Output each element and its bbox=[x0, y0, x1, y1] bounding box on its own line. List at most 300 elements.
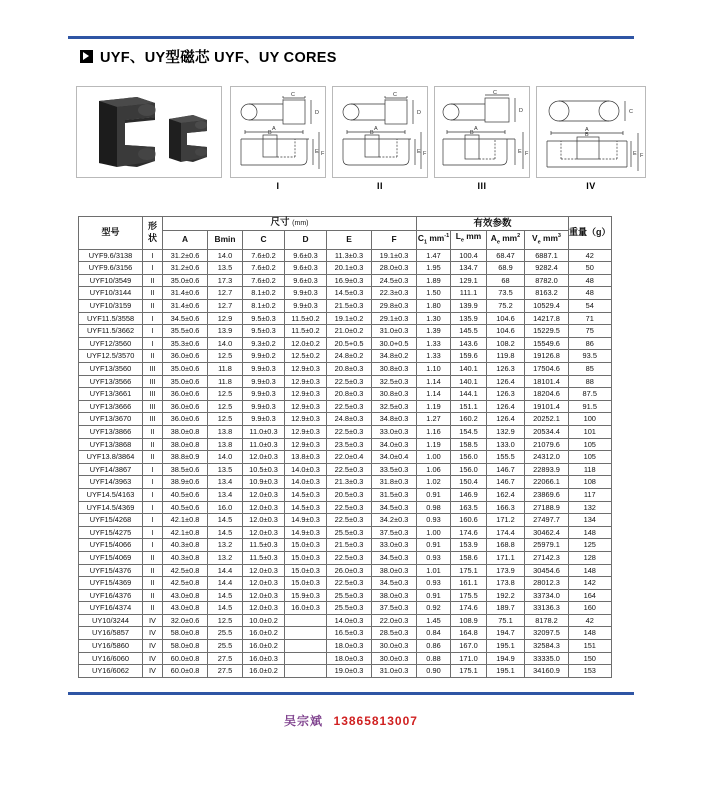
shape-cell: I bbox=[143, 262, 163, 275]
d-cell: 9.9±0.3 bbox=[285, 300, 327, 313]
shape-cell: I bbox=[143, 526, 163, 539]
ae-cell: 104.6 bbox=[487, 312, 525, 325]
weight-cell: 75 bbox=[569, 325, 612, 338]
le-cell: 108.9 bbox=[451, 614, 487, 627]
table-row bbox=[79, 488, 612, 501]
ve-cell: 34160.9 bbox=[525, 665, 569, 678]
model-cell: UYF13/3560 bbox=[79, 363, 143, 376]
col-header-dimensions-group bbox=[163, 217, 417, 231]
ve-cell: 14217.8 bbox=[525, 312, 569, 325]
f-cell: 34.8±0.2 bbox=[372, 350, 417, 363]
f-cell: 28.0±0.3 bbox=[372, 262, 417, 275]
le-cell: 139.9 bbox=[451, 300, 487, 313]
weight-cell: 50 bbox=[569, 262, 612, 275]
e-cell: 21.5±0.3 bbox=[327, 300, 372, 313]
ve-cell: 25979.1 bbox=[525, 539, 569, 552]
table-row bbox=[79, 413, 612, 426]
ae-cell: 171.1 bbox=[487, 551, 525, 564]
weight-cell: 105 bbox=[569, 451, 612, 464]
figure-type-1 bbox=[230, 86, 326, 191]
bmin-cell: 12.9 bbox=[208, 312, 243, 325]
bmin-cell: 13.2 bbox=[208, 551, 243, 564]
d-cell: 14.5±0.3 bbox=[285, 488, 327, 501]
c-cell: 12.0±0.3 bbox=[243, 577, 285, 590]
col-header-ae: $A_e$ $mm^2$ bbox=[487, 230, 525, 249]
a-cell: 34.5±0.6 bbox=[163, 312, 208, 325]
shape-cell: IV bbox=[143, 614, 163, 627]
ae-cell: 174.4 bbox=[487, 526, 525, 539]
core-photo-frame bbox=[76, 86, 222, 178]
bmin-cell: 11.8 bbox=[208, 375, 243, 388]
ae-cell: 75.1 bbox=[487, 614, 525, 627]
shape-cell: III bbox=[143, 363, 163, 376]
c1-cell: 0.92 bbox=[417, 602, 451, 615]
shape-cell: II bbox=[143, 551, 163, 564]
table-row bbox=[79, 312, 612, 325]
a-cell: 36.0±0.6 bbox=[163, 388, 208, 401]
ae-cell: 119.8 bbox=[487, 350, 525, 363]
c-cell: 9.9±0.3 bbox=[243, 363, 285, 376]
e-cell: 19.1±0.2 bbox=[327, 312, 372, 325]
svg-text:A: A bbox=[474, 126, 478, 132]
figure-caption-1: I bbox=[276, 181, 280, 191]
svg-text:F: F bbox=[321, 151, 325, 157]
f-cell: 22.0±0.3 bbox=[372, 614, 417, 627]
e-cell: 18.0±0.3 bbox=[327, 652, 372, 665]
f-cell: 32.5±0.3 bbox=[372, 400, 417, 413]
ve-cell: 18101.4 bbox=[525, 375, 569, 388]
c1-cell: 1.10 bbox=[417, 363, 451, 376]
table-body bbox=[79, 249, 612, 677]
a-cell: 36.0±0.6 bbox=[163, 413, 208, 426]
le-cell: 156.0 bbox=[451, 451, 487, 464]
f-cell: 19.1±0.3 bbox=[372, 249, 417, 262]
weight-cell: 108 bbox=[569, 476, 612, 489]
c1-cell: 1.19 bbox=[417, 400, 451, 413]
weight-cell: 88 bbox=[569, 375, 612, 388]
c-cell: 9.9±0.3 bbox=[243, 413, 285, 426]
model-cell: UYF13.8/3864 bbox=[79, 451, 143, 464]
weight-cell: 85 bbox=[569, 363, 612, 376]
c-cell: 12.0±0.3 bbox=[243, 451, 285, 464]
weight-cell: 128 bbox=[569, 551, 612, 564]
f-cell: 28.5±0.3 bbox=[372, 627, 417, 640]
c1-cell: 1.33 bbox=[417, 350, 451, 363]
shape-cell: I bbox=[143, 337, 163, 350]
figure-type-3 bbox=[434, 86, 530, 191]
a-cell: 36.0±0.6 bbox=[163, 350, 208, 363]
shape-cell: III bbox=[143, 413, 163, 426]
c-cell: 11.0±0.3 bbox=[243, 425, 285, 438]
d-cell bbox=[285, 627, 327, 640]
ae-cell: 73.5 bbox=[487, 287, 525, 300]
c1-cell: 1.27 bbox=[417, 413, 451, 426]
c-cell: 11.0±0.3 bbox=[243, 438, 285, 451]
model-cell: UYF10/3549 bbox=[79, 274, 143, 287]
e-cell: 25.5±0.3 bbox=[327, 526, 372, 539]
c-cell: 9.3±0.2 bbox=[243, 337, 285, 350]
weight-cell: 142 bbox=[569, 577, 612, 590]
bmin-cell: 27.5 bbox=[208, 665, 243, 678]
c-cell: 9.5±0.3 bbox=[243, 325, 285, 338]
c1-cell: 0.84 bbox=[417, 627, 451, 640]
c1-cell: 1.95 bbox=[417, 262, 451, 275]
e-cell: 24.8±0.2 bbox=[327, 350, 372, 363]
table-row bbox=[79, 425, 612, 438]
ae-cell: 168.8 bbox=[487, 539, 525, 552]
bmin-cell: 12.5 bbox=[208, 614, 243, 627]
e-cell: 22.5±0.3 bbox=[327, 375, 372, 388]
a-cell: 35.0±0.6 bbox=[163, 274, 208, 287]
model-cell: UYF13/3868 bbox=[79, 438, 143, 451]
table-row bbox=[79, 602, 612, 615]
bmin-cell: 14.5 bbox=[208, 526, 243, 539]
ve-cell: 21079.6 bbox=[525, 438, 569, 451]
a-cell: 36.0±0.6 bbox=[163, 400, 208, 413]
ve-cell: 8163.2 bbox=[525, 287, 569, 300]
model-cell: UYF12.5/3570 bbox=[79, 350, 143, 363]
e-cell: 22.0±0.4 bbox=[327, 451, 372, 464]
f-cell: 33.0±0.3 bbox=[372, 425, 417, 438]
model-cell: UYF9.6/3156 bbox=[79, 262, 143, 275]
d-cell: 15.0±0.3 bbox=[285, 551, 327, 564]
f-cell: 31.5±0.3 bbox=[372, 488, 417, 501]
model-cell: UYF16/4374 bbox=[79, 602, 143, 615]
shape-cell: II bbox=[143, 300, 163, 313]
page-title bbox=[80, 46, 337, 67]
c1-cell: 0.91 bbox=[417, 589, 451, 602]
bmin-cell: 25.5 bbox=[208, 640, 243, 653]
model-cell: UY16/5857 bbox=[79, 627, 143, 640]
a-cell: 38.5±0.6 bbox=[163, 463, 208, 476]
svg-text:E: E bbox=[315, 149, 319, 155]
shape-cell: II bbox=[143, 577, 163, 590]
specification-table bbox=[78, 216, 612, 678]
d-cell: 11.5±0.2 bbox=[285, 325, 327, 338]
col-header-a: A bbox=[163, 230, 208, 249]
ae-cell: 68 bbox=[487, 274, 525, 287]
le-cell: 171.0 bbox=[451, 652, 487, 665]
table-row bbox=[79, 375, 612, 388]
table-row bbox=[79, 274, 612, 287]
model-cell: UYF14.5/4369 bbox=[79, 501, 143, 514]
weight-cell: 42 bbox=[569, 614, 612, 627]
c1-cell: 1.02 bbox=[417, 476, 451, 489]
a-cell: 38.0±0.8 bbox=[163, 425, 208, 438]
ve-cell: 23869.6 bbox=[525, 488, 569, 501]
weight-cell: 101 bbox=[569, 425, 612, 438]
le-cell: 174.6 bbox=[451, 602, 487, 615]
f-cell: 30.8±0.3 bbox=[372, 363, 417, 376]
ae-cell: 194.9 bbox=[487, 652, 525, 665]
shape-cell: I bbox=[143, 514, 163, 527]
bmin-cell: 16.0 bbox=[208, 501, 243, 514]
shape-cell: II bbox=[143, 425, 163, 438]
model-cell: UYF13/3566 bbox=[79, 375, 143, 388]
f-cell: 24.5±0.3 bbox=[372, 274, 417, 287]
ae-cell: 173.9 bbox=[487, 564, 525, 577]
le-cell: 153.9 bbox=[451, 539, 487, 552]
a-cell: 35.5±0.6 bbox=[163, 325, 208, 338]
e-cell: 22.5±0.3 bbox=[327, 463, 372, 476]
shape-cell: II bbox=[143, 274, 163, 287]
ve-cell: 30462.4 bbox=[525, 526, 569, 539]
ve-cell: 17504.6 bbox=[525, 363, 569, 376]
e-cell: 25.5±0.3 bbox=[327, 589, 372, 602]
svg-text:E: E bbox=[417, 149, 421, 155]
ve-cell: 9282.4 bbox=[525, 262, 569, 275]
a-cell: 42.5±0.8 bbox=[163, 577, 208, 590]
weight-cell: 160 bbox=[569, 602, 612, 615]
ae-cell: 126.3 bbox=[487, 388, 525, 401]
d-cell: 16.0±0.3 bbox=[285, 602, 327, 615]
d-cell: 12.9±0.3 bbox=[285, 400, 327, 413]
f-cell: 34.0±0.3 bbox=[372, 438, 417, 451]
e-cell: 22.5±0.3 bbox=[327, 501, 372, 514]
ve-cell: 6887.1 bbox=[525, 249, 569, 262]
drawing-1-image bbox=[231, 87, 325, 177]
le-cell: 156.0 bbox=[451, 463, 487, 476]
f-cell: 32.5±0.3 bbox=[372, 375, 417, 388]
a-cell: 40.3±0.8 bbox=[163, 551, 208, 564]
svg-text:B: B bbox=[585, 132, 589, 138]
c-cell: 7.6±0.2 bbox=[243, 249, 285, 262]
le-cell: 129.1 bbox=[451, 274, 487, 287]
core-photo-image bbox=[77, 87, 221, 177]
c-cell: 9.9±0.3 bbox=[243, 400, 285, 413]
svg-text:B: B bbox=[470, 130, 474, 136]
c-cell: 12.0±0.3 bbox=[243, 501, 285, 514]
le-cell: 175.1 bbox=[451, 665, 487, 678]
c-cell: 12.0±0.3 bbox=[243, 514, 285, 527]
f-cell: 34.5±0.3 bbox=[372, 577, 417, 590]
ae-cell: 68.9 bbox=[487, 262, 525, 275]
dimensions-group-unit: (mm) bbox=[292, 220, 309, 227]
ae-cell: 126.3 bbox=[487, 363, 525, 376]
d-cell: 12.9±0.3 bbox=[285, 363, 327, 376]
bmin-cell: 13.9 bbox=[208, 325, 243, 338]
ae-cell: 126.4 bbox=[487, 375, 525, 388]
model-cell: UYF14.5/4163 bbox=[79, 488, 143, 501]
c1-cell: 1.39 bbox=[417, 325, 451, 338]
d-cell: 12.9±0.3 bbox=[285, 413, 327, 426]
table-row bbox=[79, 551, 612, 564]
figure-type-2 bbox=[332, 86, 428, 191]
svg-text:C: C bbox=[393, 92, 397, 98]
e-cell: 20.5±0.3 bbox=[327, 488, 372, 501]
table-row bbox=[79, 514, 612, 527]
ae-cell: 108.2 bbox=[487, 337, 525, 350]
c1-cell: 0.93 bbox=[417, 551, 451, 564]
model-cell: UYF11.5/3558 bbox=[79, 312, 143, 325]
c1-cell: 1.00 bbox=[417, 526, 451, 539]
ae-cell: 104.6 bbox=[487, 325, 525, 338]
table-head bbox=[79, 217, 612, 250]
col-header-weight: 重量（g） bbox=[569, 217, 612, 250]
f-cell: 29.8±0.3 bbox=[372, 300, 417, 313]
c-cell: 10.5±0.3 bbox=[243, 463, 285, 476]
bmin-cell: 11.8 bbox=[208, 363, 243, 376]
e-cell: 11.3±0.3 bbox=[327, 249, 372, 262]
bmin-cell: 13.4 bbox=[208, 488, 243, 501]
d-cell bbox=[285, 640, 327, 653]
model-cell: UYF13/3670 bbox=[79, 413, 143, 426]
c-cell: 10.0±0.2 bbox=[243, 614, 285, 627]
weight-cell: 118 bbox=[569, 463, 612, 476]
svg-text:A: A bbox=[585, 127, 589, 133]
c1-cell: 1.14 bbox=[417, 375, 451, 388]
model-cell: UYF9.6/3138 bbox=[79, 249, 143, 262]
c1-cell: 1.80 bbox=[417, 300, 451, 313]
ve-cell: 19101.4 bbox=[525, 400, 569, 413]
bmin-cell: 13.2 bbox=[208, 539, 243, 552]
bottom-divider-rule bbox=[68, 692, 634, 695]
svg-text:A: A bbox=[374, 126, 378, 132]
drawing-4-image bbox=[537, 87, 645, 177]
a-cell: 43.0±0.8 bbox=[163, 589, 208, 602]
model-cell: UYF14/3963 bbox=[79, 476, 143, 489]
specification-table-wrapper bbox=[78, 216, 612, 678]
c1-cell: 0.88 bbox=[417, 652, 451, 665]
le-cell: 167.0 bbox=[451, 640, 487, 653]
a-cell: 40.5±0.6 bbox=[163, 501, 208, 514]
c1-cell: 1.16 bbox=[417, 425, 451, 438]
table-row bbox=[79, 451, 612, 464]
shape-cell: I bbox=[143, 476, 163, 489]
figure-type-4 bbox=[536, 86, 646, 191]
figure-caption-2: II bbox=[376, 181, 383, 191]
model-cell: UYF15/4369 bbox=[79, 577, 143, 590]
col-header-model: 型号 bbox=[79, 217, 143, 250]
le-cell: 161.1 bbox=[451, 577, 487, 590]
svg-text:C: C bbox=[493, 90, 497, 96]
a-cell: 60.0±0.8 bbox=[163, 652, 208, 665]
model-cell: UYF11.5/3662 bbox=[79, 325, 143, 338]
c1-cell: 1.14 bbox=[417, 388, 451, 401]
shape-cell: III bbox=[143, 400, 163, 413]
f-cell: 37.5±0.3 bbox=[372, 602, 417, 615]
bmin-cell: 13.4 bbox=[208, 476, 243, 489]
table-row bbox=[79, 463, 612, 476]
a-cell: 35.0±0.6 bbox=[163, 363, 208, 376]
e-cell: 16.5±0.3 bbox=[327, 627, 372, 640]
c1-cell: 1.45 bbox=[417, 614, 451, 627]
model-cell: UYF13/3661 bbox=[79, 388, 143, 401]
c-cell: 10.9±0.3 bbox=[243, 476, 285, 489]
weight-cell: 48 bbox=[569, 287, 612, 300]
table-row bbox=[79, 350, 612, 363]
table-row bbox=[79, 388, 612, 401]
weight-cell: 153 bbox=[569, 665, 612, 678]
ve-cell: 19126.8 bbox=[525, 350, 569, 363]
weight-cell: 86 bbox=[569, 337, 612, 350]
ve-cell: 27142.3 bbox=[525, 551, 569, 564]
model-cell: UYF15/4275 bbox=[79, 526, 143, 539]
svg-text:F: F bbox=[640, 153, 644, 159]
a-cell: 32.0±0.6 bbox=[163, 614, 208, 627]
col-header-shape: 形 状 bbox=[143, 217, 163, 250]
model-cell: UY16/6062 bbox=[79, 665, 143, 678]
le-cell: 150.4 bbox=[451, 476, 487, 489]
shape-cell: II bbox=[143, 438, 163, 451]
svg-text:D: D bbox=[519, 108, 523, 114]
c-cell: 11.5±0.3 bbox=[243, 539, 285, 552]
weight-cell: 48 bbox=[569, 274, 612, 287]
shape-cell: II bbox=[143, 564, 163, 577]
d-cell bbox=[285, 652, 327, 665]
e-cell: 20.8±0.3 bbox=[327, 363, 372, 376]
a-cell: 31.2±0.6 bbox=[163, 249, 208, 262]
ve-cell: 22066.1 bbox=[525, 476, 569, 489]
c-cell: 16.0±0.3 bbox=[243, 652, 285, 665]
d-cell: 13.8±0.3 bbox=[285, 451, 327, 464]
le-cell: 140.1 bbox=[451, 375, 487, 388]
ae-cell: 192.2 bbox=[487, 589, 525, 602]
f-cell: 31.8±0.3 bbox=[372, 476, 417, 489]
bmin-cell: 14.5 bbox=[208, 514, 243, 527]
c-cell: 8.1±0.2 bbox=[243, 287, 285, 300]
ve-cell: 18204.6 bbox=[525, 388, 569, 401]
le-cell: 175.5 bbox=[451, 589, 487, 602]
col-header-effective-group: 有效参数 bbox=[417, 217, 569, 231]
c1-cell: 0.93 bbox=[417, 577, 451, 590]
f-cell: 30.0±0.3 bbox=[372, 640, 417, 653]
le-cell: 159.6 bbox=[451, 350, 487, 363]
top-divider-rule bbox=[68, 36, 634, 39]
c1-cell: 0.98 bbox=[417, 501, 451, 514]
f-cell: 30.0+0.5 bbox=[372, 337, 417, 350]
page-title-text: UYF、UY型磁芯 UYF、UY CORES bbox=[100, 50, 337, 66]
a-cell: 40.5±0.6 bbox=[163, 488, 208, 501]
d-cell: 9.6±0.3 bbox=[285, 249, 327, 262]
model-cell: UY16/6060 bbox=[79, 652, 143, 665]
c-cell: 12.0±0.3 bbox=[243, 589, 285, 602]
ve-cell: 27188.9 bbox=[525, 501, 569, 514]
a-cell: 31.4±0.6 bbox=[163, 300, 208, 313]
ve-cell: 24312.0 bbox=[525, 451, 569, 464]
bmin-cell: 12.5 bbox=[208, 400, 243, 413]
shape-cell: I bbox=[143, 539, 163, 552]
drawing-4-frame bbox=[536, 86, 646, 178]
e-cell: 21.0±0.2 bbox=[327, 325, 372, 338]
weight-cell: 42 bbox=[569, 249, 612, 262]
ve-cell: 27497.7 bbox=[525, 514, 569, 527]
model-cell: UYF12/3560 bbox=[79, 337, 143, 350]
bmin-cell: 13.8 bbox=[208, 425, 243, 438]
d-cell: 15.9±0.3 bbox=[285, 589, 327, 602]
e-cell: 23.5±0.3 bbox=[327, 438, 372, 451]
weight-cell: 148 bbox=[569, 526, 612, 539]
c-cell: 12.0±0.3 bbox=[243, 564, 285, 577]
ae-cell: 126.4 bbox=[487, 400, 525, 413]
figure-core-photo bbox=[76, 86, 222, 181]
e-cell: 21.5±0.3 bbox=[327, 539, 372, 552]
e-cell: 20.5+0.5 bbox=[327, 337, 372, 350]
model-cell: UY16/5860 bbox=[79, 640, 143, 653]
figure-caption-3: III bbox=[477, 181, 487, 191]
le-cell: 146.9 bbox=[451, 488, 487, 501]
col-header-bmin: Bmin bbox=[208, 230, 243, 249]
bmin-cell: 14.4 bbox=[208, 577, 243, 590]
le-cell: 174.6 bbox=[451, 526, 487, 539]
le-cell: 158.6 bbox=[451, 551, 487, 564]
f-cell: 30.0±0.3 bbox=[372, 652, 417, 665]
d-cell: 14.5±0.3 bbox=[285, 501, 327, 514]
table-row bbox=[79, 300, 612, 313]
d-cell: 12.9±0.3 bbox=[285, 438, 327, 451]
model-cell: UYF10/3144 bbox=[79, 287, 143, 300]
le-cell: 160.2 bbox=[451, 413, 487, 426]
